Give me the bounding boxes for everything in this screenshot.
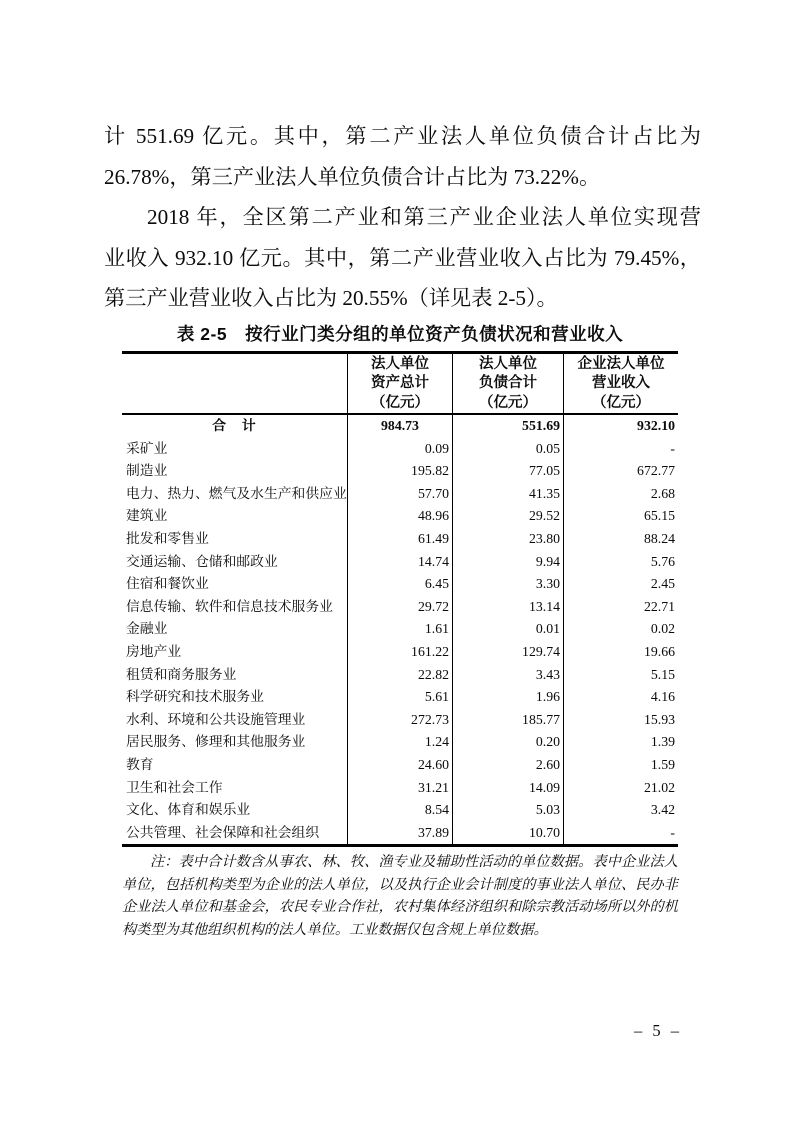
table-row	[122, 618, 678, 641]
liabilities-cell: 14.09	[452, 777, 563, 800]
table-row	[122, 505, 678, 528]
table-row	[122, 641, 678, 664]
revenue-cell: 88.24	[563, 528, 678, 551]
table-row	[122, 799, 678, 822]
assets-cell: 37.89	[347, 822, 452, 845]
assets-cell: 29.72	[347, 596, 452, 619]
revenue-cell: 65.15	[563, 505, 678, 528]
revenue-cell: 19.66	[563, 641, 678, 664]
table-title: 表 2-5 按行业门类分组的单位资产负债状况和营业收入	[176, 324, 624, 344]
liabilities-cell: 29.52	[452, 505, 563, 528]
table-header-row	[122, 354, 678, 415]
header-cell-revenue	[563, 354, 678, 413]
table-row	[122, 596, 678, 619]
revenue-cell: 4.16	[563, 686, 678, 709]
header-cell-assets	[347, 354, 452, 413]
table-row	[122, 573, 678, 596]
liabilities-cell: 77.05	[452, 460, 563, 483]
liabilities-cell: 9.94	[452, 551, 563, 574]
units-table	[122, 351, 678, 847]
revenue-cell: 1.59	[563, 754, 678, 777]
assets-cell: 14.74	[347, 551, 452, 574]
assets-cell: 8.54	[347, 799, 452, 822]
assets-cell: 1.61	[347, 618, 452, 641]
assets-cell: 48.96	[347, 505, 452, 528]
liabilities-cell: 41.35	[452, 483, 563, 506]
industry-name-cell: 教育	[126, 756, 154, 772]
table-row	[122, 731, 678, 754]
paragraph-line: 第三产业营业收入占比为 20.55%（详见表 2-5）。	[104, 286, 558, 310]
table-row	[122, 709, 678, 732]
header-text: （亿元）	[479, 394, 537, 411]
assets-cell: 61.49	[347, 528, 452, 551]
table-row	[122, 460, 678, 483]
liabilities-cell: 5.03	[452, 799, 563, 822]
note-line: 注：表中合计数含从事农、林、牧、渔专业及辅助性活动的单位数据。表中企业法人	[150, 854, 678, 870]
header-text: 资产总计	[371, 375, 429, 392]
revenue-cell: 5.76	[563, 551, 678, 574]
assets-cell: 1.24	[347, 731, 452, 754]
note-line: 单位，包括机构类型为企业的法人单位，以及执行企业会计制度的事业法人单位、民办非	[122, 876, 678, 893]
liabilities-cell: 0.01	[452, 618, 563, 641]
revenue-cell: 932.10	[563, 415, 678, 438]
assets-cell: 24.60	[347, 754, 452, 777]
industry-name-cell: 科学研究和技术服务业	[126, 689, 264, 705]
revenue-cell: 21.02	[563, 777, 678, 800]
liabilities-cell: 2.60	[452, 754, 563, 777]
assets-cell: 22.82	[347, 664, 452, 687]
assets-cell: 984.73	[347, 415, 452, 438]
liabilities-cell: 3.30	[452, 573, 563, 596]
assets-cell: 272.73	[347, 709, 452, 732]
table-row	[122, 686, 678, 709]
assets-cell: 31.21	[347, 777, 452, 800]
header-text: 负债合计	[479, 375, 537, 392]
assets-cell: 161.22	[347, 641, 452, 664]
revenue-cell: -	[563, 822, 678, 845]
paragraph-line: 计 551.69 亿元。其中，第二产业法人单位负债合计占比为	[104, 124, 701, 148]
liabilities-cell: 0.05	[452, 438, 563, 461]
note-line: 构类型为其他组织机构的法人单位。工业数据仅包含规上单位数据。	[122, 922, 548, 939]
liabilities-cell: 10.70	[452, 822, 563, 845]
industry-name-cell: 采矿业	[126, 440, 168, 456]
table-notes	[122, 851, 678, 942]
revenue-cell: 0.02	[563, 618, 678, 641]
table-body	[122, 415, 678, 844]
header-text: 营业收入	[592, 375, 650, 392]
header-text: 企业法人单位	[577, 356, 665, 372]
header-cell-liabilities	[452, 354, 563, 413]
table-row	[122, 664, 678, 687]
table-row	[122, 822, 678, 845]
assets-cell: 6.45	[347, 573, 452, 596]
revenue-cell: 2.45	[563, 573, 678, 596]
table-total-row	[122, 415, 678, 438]
industry-name-cell: 租赁和商务服务业	[126, 666, 237, 682]
header-text: （亿元）	[592, 394, 650, 411]
liabilities-cell: 23.80	[452, 528, 563, 551]
table-row	[122, 777, 678, 800]
paragraph-line: 业收入 932.10 亿元。其中，第二产业营业收入占比为 79.45%，	[104, 245, 701, 270]
industry-name-cell: 水利、环境和公共设施管理业	[126, 711, 306, 727]
table-row	[122, 528, 678, 551]
page-number: – 5 –	[634, 1021, 682, 1040]
revenue-cell: -	[563, 438, 678, 461]
industry-name-cell: 信息传输、软件和信息技术服务业	[126, 598, 333, 614]
industry-name-cell: 居民服务、修理和其他服务业	[126, 734, 306, 750]
table-row	[122, 438, 678, 461]
header-cell-industry	[122, 354, 347, 413]
paragraph-line: 26.78%，第三产业法人单位负债合计占比为 73.22%。	[104, 164, 601, 189]
industry-name-cell: 批发和零售业	[126, 530, 209, 546]
liabilities-cell: 129.74	[452, 641, 563, 664]
header-text: 法人单位	[479, 356, 537, 372]
industry-name-cell: 住宿和餐饮业	[126, 576, 209, 592]
industry-name-cell: 公共管理、社会保障和社会组织	[126, 824, 320, 840]
header-text: （亿元）	[371, 394, 429, 411]
industry-name-cell: 金融业	[126, 621, 168, 637]
revenue-cell: 1.39	[563, 731, 678, 754]
table-row	[122, 483, 678, 506]
revenue-cell: 15.93	[563, 709, 678, 732]
revenue-cell: 5.15	[563, 664, 678, 687]
liabilities-cell: 185.77	[452, 709, 563, 732]
revenue-cell: 672.77	[563, 460, 678, 483]
assets-cell: 195.82	[347, 460, 452, 483]
body-paragraph	[104, 116, 701, 319]
industry-name-cell: 交通运输、仓储和邮政业	[126, 553, 278, 569]
industry-name-cell: 制造业	[126, 463, 168, 479]
assets-cell: 0.09	[347, 438, 452, 461]
industry-name-cell: 文化、体育和娱乐业	[126, 802, 251, 818]
assets-cell: 57.70	[347, 483, 452, 506]
revenue-cell: 3.42	[563, 799, 678, 822]
table-row	[122, 551, 678, 574]
liabilities-cell: 1.96	[452, 686, 563, 709]
industry-name-cell: 房地产业	[126, 643, 182, 659]
table-row	[122, 754, 678, 777]
industry-name-cell: 卫生和社会工作	[126, 779, 223, 795]
paragraph-line: 2018 年，全区第二产业和第三产业企业法人单位实现营	[147, 205, 701, 229]
liabilities-cell: 13.14	[452, 596, 563, 619]
industry-name-cell: 合 计	[212, 418, 257, 433]
liabilities-cell: 0.20	[452, 731, 563, 754]
note-line: 企业法人单位和基金会，农民专业合作社，农村集体经济组织和除宗教活动场所以外的机	[122, 899, 678, 916]
header-text: 法人单位	[371, 356, 429, 372]
industry-name-cell: 电力、热力、燃气及水生产和供应业	[126, 485, 347, 501]
liabilities-cell: 551.69	[452, 415, 563, 438]
industry-name-cell: 建筑业	[126, 508, 168, 524]
revenue-cell: 22.71	[563, 596, 678, 619]
assets-cell: 5.61	[347, 686, 452, 709]
liabilities-cell: 3.43	[452, 664, 563, 687]
revenue-cell: 2.68	[563, 483, 678, 506]
